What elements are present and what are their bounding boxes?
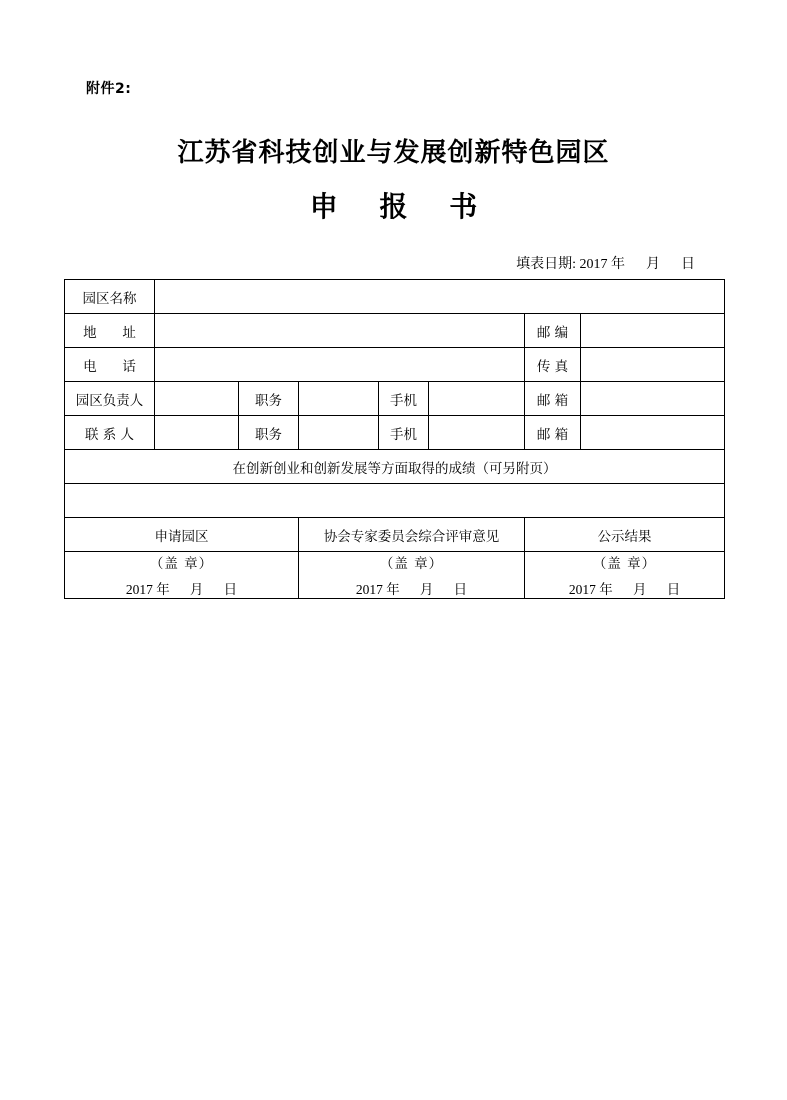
phone-field[interactable] [155, 348, 525, 382]
park-name-label: 园区名称 [65, 280, 155, 314]
contact-email-label: 邮 箱 [525, 416, 581, 450]
contact-position-label: 职务 [239, 416, 299, 450]
leader-position-field[interactable] [299, 382, 379, 416]
leader-label: 园区负责人 [65, 382, 155, 416]
application-form-table [64, 279, 725, 599]
phone-label: 电 话 [65, 348, 155, 382]
signature-header-applicant: 申请园区 [65, 518, 299, 552]
fill-date-line: 填表日期: 2017 年 月 日 [516, 257, 695, 272]
table-row-address [65, 314, 725, 348]
table-row-achievements-body [65, 484, 725, 518]
postcode-label: 邮 编 [525, 314, 581, 348]
table-row-park-name [65, 280, 725, 314]
table-row-achievements-header [65, 450, 725, 484]
leader-mobile-label: 手机 [379, 382, 429, 416]
park-name-field[interactable] [155, 280, 725, 314]
fax-field[interactable] [581, 348, 725, 382]
seal-date-applicant: 2017 年 月 日 [125, 582, 238, 597]
signature-header-public-result: 公示结果 [525, 518, 725, 552]
seal-date-public-result: 2017 年 月 日 [568, 582, 681, 597]
address-field[interactable] [155, 314, 525, 348]
fax-label: 传 真 [525, 348, 581, 382]
page-title: 江苏省科技创业与发展创新特色园区 [177, 138, 610, 168]
contact-mobile-field[interactable] [429, 416, 525, 450]
seal-label-public-result: （盖 章） [592, 556, 657, 572]
leader-email-label: 邮 箱 [525, 382, 581, 416]
seal-date-review: 2017 年 月 日 [355, 582, 468, 597]
table-row-signature-headers [65, 518, 725, 552]
leader-email-field[interactable] [581, 382, 725, 416]
postcode-field[interactable] [581, 314, 725, 348]
seal-label-review: （盖 章） [379, 556, 444, 572]
attachment-label: 附件2: [86, 81, 132, 97]
contact-email-field[interactable] [581, 416, 725, 450]
table-row-signature-bodies [65, 552, 725, 599]
seal-label-applicant: （盖 章） [149, 556, 214, 572]
contact-position-field[interactable] [299, 416, 379, 450]
signature-cell-public-result[interactable] [525, 552, 725, 599]
table-row-contact [65, 416, 725, 450]
contact-name-field[interactable] [155, 416, 239, 450]
leader-mobile-field[interactable] [429, 382, 525, 416]
table-row-leader [65, 382, 725, 416]
leader-position-label: 职务 [239, 382, 299, 416]
achievements-header: 在创新创业和创新发展等方面取得的成绩（可另附页） [65, 450, 725, 484]
page-subtitle: 申 报 书 [309, 190, 494, 223]
signature-header-review: 协会专家委员会综合评审意见 [299, 518, 525, 552]
address-label: 地 址 [65, 314, 155, 348]
table-row-phone [65, 348, 725, 382]
contact-mobile-label: 手机 [379, 416, 429, 450]
signature-cell-applicant[interactable] [65, 552, 299, 599]
achievements-field[interactable] [65, 484, 725, 518]
signature-cell-review[interactable] [299, 552, 525, 599]
contact-label: 联 系 人 [65, 416, 155, 450]
leader-name-field[interactable] [155, 382, 239, 416]
